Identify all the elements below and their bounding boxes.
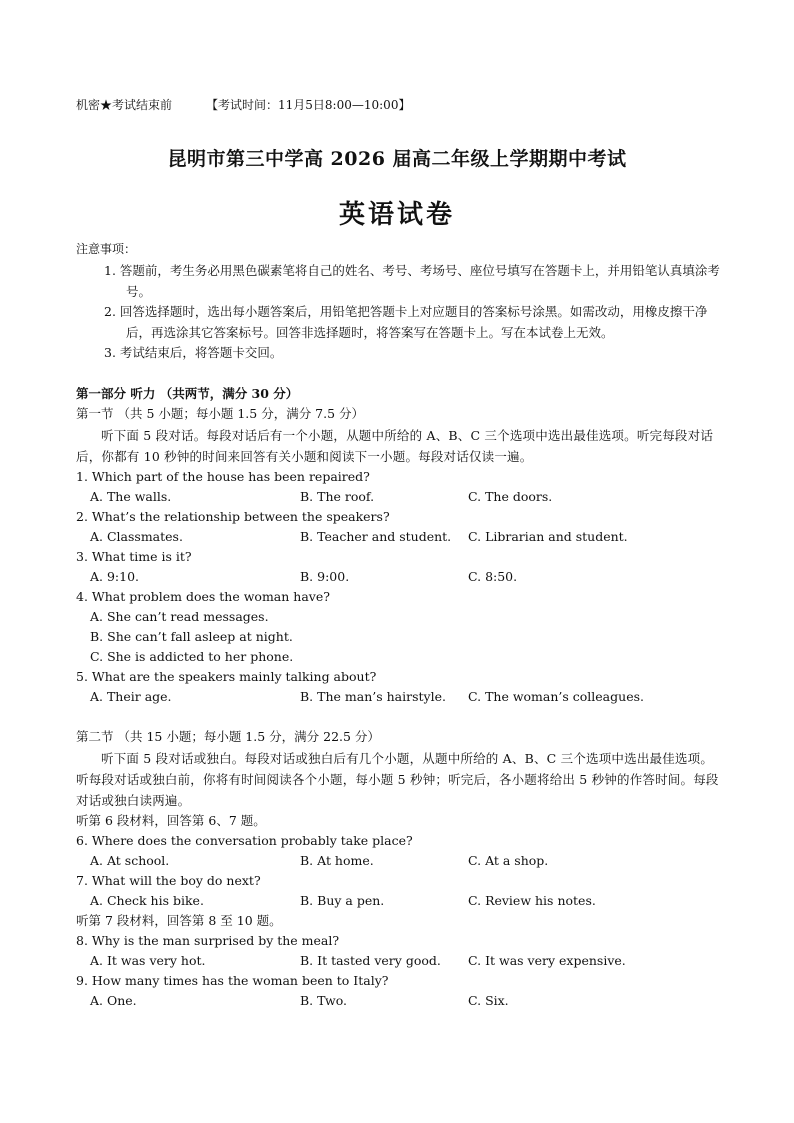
question-2: 2. What’s the relationship between the speakers?	[76, 509, 390, 524]
exam-title: 昆明市第三中学高 2026 届高二年级上学期期中考试	[167, 148, 627, 170]
exam-time: 【考试时间：11月5日8:00—10:00】	[206, 98, 411, 112]
q8-option-a: A. It was very hot.	[90, 953, 206, 968]
question-8: 8. Why is the man surprised by the meal?	[76, 933, 340, 948]
q5-option-c: C. The woman’s colleagues.	[468, 689, 644, 704]
question-4: 4. What problem does the woman have?	[76, 589, 330, 604]
q9-option-c: C. Six.	[468, 993, 509, 1008]
q3-option-c: C. 8:50.	[468, 569, 518, 584]
q7-option-a: A. Check his bike.	[90, 893, 204, 908]
question-6: 6. Where does the conversation probably take place?	[76, 833, 413, 848]
q7-option-c: C. Review his notes.	[468, 893, 596, 908]
notes-item-3-text: 3. 考试结束后，将答题卡交回。	[104, 345, 283, 360]
part1-heading: 第一部分 听力 （共两节，满分 30 分）	[76, 386, 299, 401]
subject-title: 英语试卷	[338, 200, 455, 230]
notes-item-2-text: 2. 回答选择题时，选出每小题答案后，用铅笔把答题卡上对应题目的答案标号涂黑。如需改动，用橡皮擦干净后，再选涂其它答案标号。回答非选择题时，将答案写在答题卡上。写在本试卷上无效。	[104, 304, 708, 340]
section1-heading: 第一节 （共 5 小题；每小题 1.5 分，满分 7.5 分）	[76, 406, 365, 421]
question-3: 3. What time is it?	[76, 549, 192, 564]
material-6-note: 听第 6 段材料，回答第 6、7 题。	[76, 813, 266, 828]
q6-option-b: B. At home.	[300, 853, 374, 868]
q5-option-a: A. Their age.	[90, 689, 172, 704]
notes-heading: 注意事项：	[76, 242, 137, 256]
q4-option-a: A. She can’t read messages.	[90, 609, 269, 624]
q1-option-c: C. The doors.	[468, 489, 553, 504]
q4-option-b: B. She can’t fall asleep at night.	[90, 629, 293, 644]
q2-option-b: B. Teacher and student.	[300, 529, 452, 544]
q8-option-b: B. It tasted very good.	[300, 953, 441, 968]
material-7-note: 听第 7 段材料，回答第 8 至 10 题。	[76, 913, 282, 928]
notes-item-3	[104, 342, 724, 363]
notes-item-2	[104, 301, 724, 343]
exam-header	[76, 96, 410, 114]
confidential-label: 机密★考试结束前	[76, 98, 173, 112]
q9-option-b: B. Two.	[300, 993, 348, 1008]
question-5: 5. What are the speakers mainly talking about?	[76, 669, 377, 684]
q2-option-a: A. Classmates.	[90, 529, 183, 544]
section1-instructions: 听下面 5 段对话。每段对话后有一个小题，从题中所给的 A、B、C 三个选项中选出最佳选项。听完每段对话后，你都有 10 秒钟的时间来回答有关小题和阅读下一小题。每段对话仅读一遍。	[76, 428, 714, 464]
q6-option-a: A. At school.	[90, 853, 170, 868]
q1-option-b: B. The roof.	[300, 489, 375, 504]
q6-option-c: C. At a shop.	[468, 853, 549, 868]
section2-heading: 第二节 （共 15 小题；每小题 1.5 分，满分 22.5 分）	[76, 729, 380, 744]
question-1: 1. Which part of the house has been repaired?	[76, 469, 370, 484]
notes-item-1	[104, 260, 724, 302]
q7-option-b: B. Buy a pen.	[300, 893, 385, 908]
q5-option-b: B. The man’s hairstyle.	[300, 689, 446, 704]
q8-option-c: C. It was very expensive.	[468, 953, 626, 968]
notes-item-1-text: 1. 答题前，考生务必用黑色碳素笔将自己的姓名、考号、考场号、座位号填写在答题卡上，并用铅笔认真填涂考号。	[104, 263, 720, 299]
question-9: 9. How many times has the woman been to Italy?	[76, 973, 389, 988]
q9-option-a: A. One.	[90, 993, 137, 1008]
q1-option-a: A. The walls.	[90, 489, 172, 504]
question-7: 7. What will the boy do next?	[76, 873, 261, 888]
q2-option-c: C. Librarian and student.	[468, 529, 628, 544]
q3-option-a: A. 9:10.	[90, 569, 140, 584]
q3-option-b: B. 9:00.	[300, 569, 350, 584]
section2-instructions: 听下面 5 段对话或独白。每段对话或独白后有几个小题，从题中所给的 A、B、C 三个选项中选出最佳选项。听每段对话或独白前，你将有时间阅读各个小题，每小题 5 秒钟；听完后，各小题将给出 5 秒钟的作答时间。每段对话或独白读两遍。	[76, 751, 719, 808]
q4-option-c: C. She is addicted to her phone.	[90, 649, 294, 664]
